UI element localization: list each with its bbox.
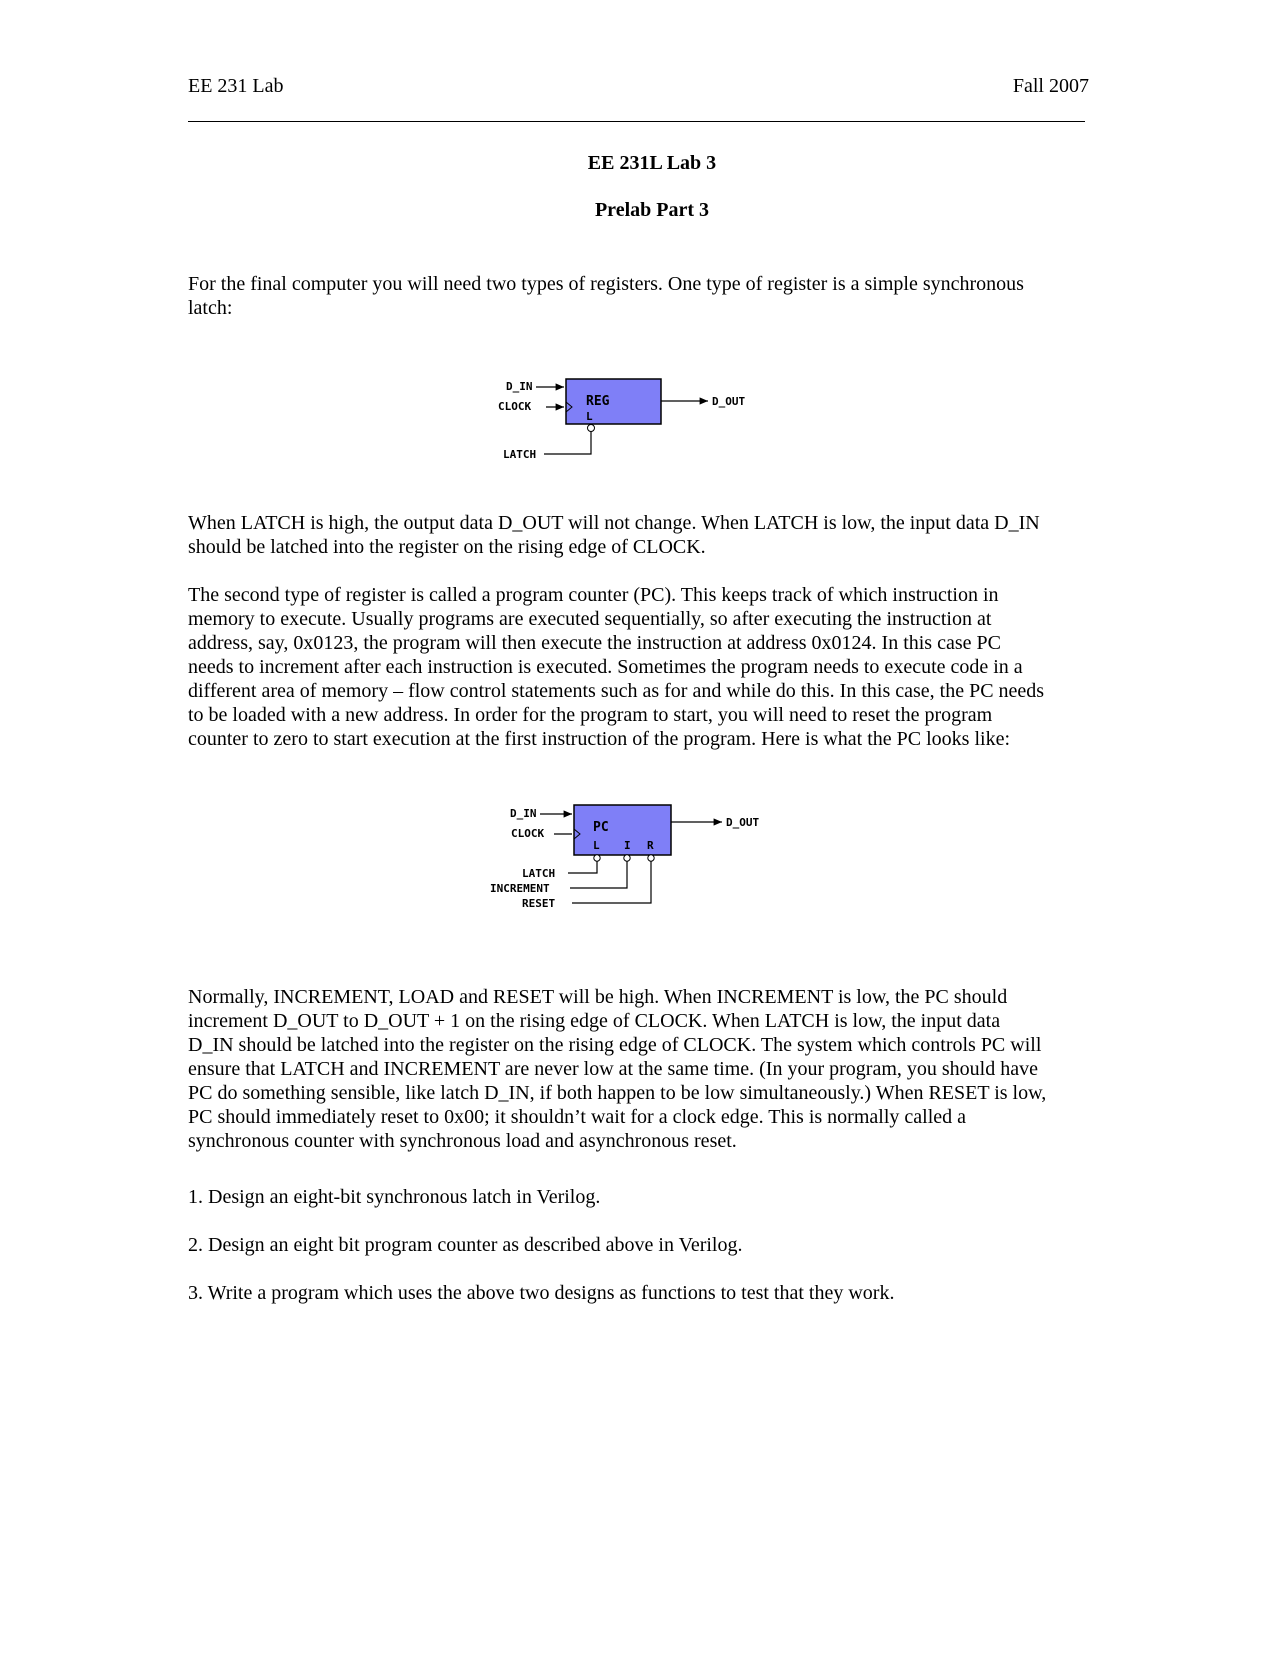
- program-counter-diagram: [488, 796, 808, 921]
- reg-d-out-label: D_OUT: [712, 395, 746, 408]
- pc-latch-label: LATCH: [522, 867, 556, 880]
- reg-d-in-label: D_IN: [506, 380, 533, 393]
- program-counter-description-paragraph: Normally, INCREMENT, LOAD and RESET will be high. When INCREMENT is low, the PC should increment D_OUT to D_OUT + 1 on the rising edge of CLOCK. When LATCH is low, the input data D_IN should be latched into the register on the rising edge of CLOCK. The system which controls PC will ensure that LATCH and INCREMENT are never low at the same time. (In your program, you should have PC do something sensible, like latch D_IN, if both happen to be low simultaneously.) When RESET is low, PC should immediately reset to 0x00; it shouldn’t wait for a clock edge. This is normally called a synchronous counter with synchronous load and asynchronous reset.: [188, 986, 1047, 1152]
- pc-block-label: PC: [593, 820, 609, 835]
- header-course: EE 231 Lab: [188, 75, 284, 97]
- document-title: EE 231L Lab 3: [587, 152, 717, 174]
- header-divider: [188, 121, 1085, 122]
- pc-d-out-label: D_OUT: [726, 816, 760, 829]
- latch-description-paragraph: When LATCH is high, the output data D_OUT will not change. When LATCH is low, the input data D_IN should be latched into the register on the rising edge of CLOCK.: [188, 512, 1040, 558]
- pc-block: [574, 805, 671, 855]
- reg-clock-label: CLOCK: [498, 400, 532, 413]
- register-latch-diagram: [490, 372, 790, 477]
- task-2: 2. Design an eight bit program counter as described above in Verilog.: [188, 1234, 743, 1256]
- pc-increment-label: INCREMENT: [490, 882, 550, 895]
- pc-d-in-label: D_IN: [510, 807, 537, 820]
- reg-pin-l-label: L: [586, 410, 593, 423]
- task-3: 3. Write a program which uses the above two designs as functions to test that they work.: [188, 1282, 895, 1304]
- header-term: Fall 2007: [1012, 75, 1089, 97]
- reg-latch-label: LATCH: [503, 448, 537, 461]
- pc-pin-r-label: R: [647, 839, 654, 852]
- pc-clock-label: CLOCK: [511, 827, 545, 840]
- document-subtitle: Prelab Part 3: [594, 199, 710, 221]
- pc-pin-i-label: I: [624, 839, 631, 852]
- reg-block-label: REG: [586, 394, 610, 409]
- intro-paragraph: For the final computer you will need two types of registers. One type of register is a simple synchronous latch:: [188, 273, 1024, 319]
- task-1: 1. Design an eight-bit synchronous latch in Verilog.: [188, 1186, 601, 1208]
- reg-block: [566, 379, 661, 424]
- pc-pin-l-label: L: [593, 839, 600, 852]
- program-counter-paragraph: The second type of register is called a program counter (PC). This keeps track of which instruction in memory to execute. Usually programs are executed sequentially, so after executing the instruction at address, say, 0x0123, the program will then execute the instruction at address 0x0124. In this case PC needs to increment after each instruction is executed. Sometimes the program needs to execute code in a different area of memory – flow control statements such as for and while do this. In this case, the PC needs to be loaded with a new address. In order for the program to start, you will need to reset the program counter to zero to start execution at the first instruction of the program. Here is what the PC looks like:: [188, 584, 1045, 750]
- pc-reset-label: RESET: [522, 897, 556, 910]
